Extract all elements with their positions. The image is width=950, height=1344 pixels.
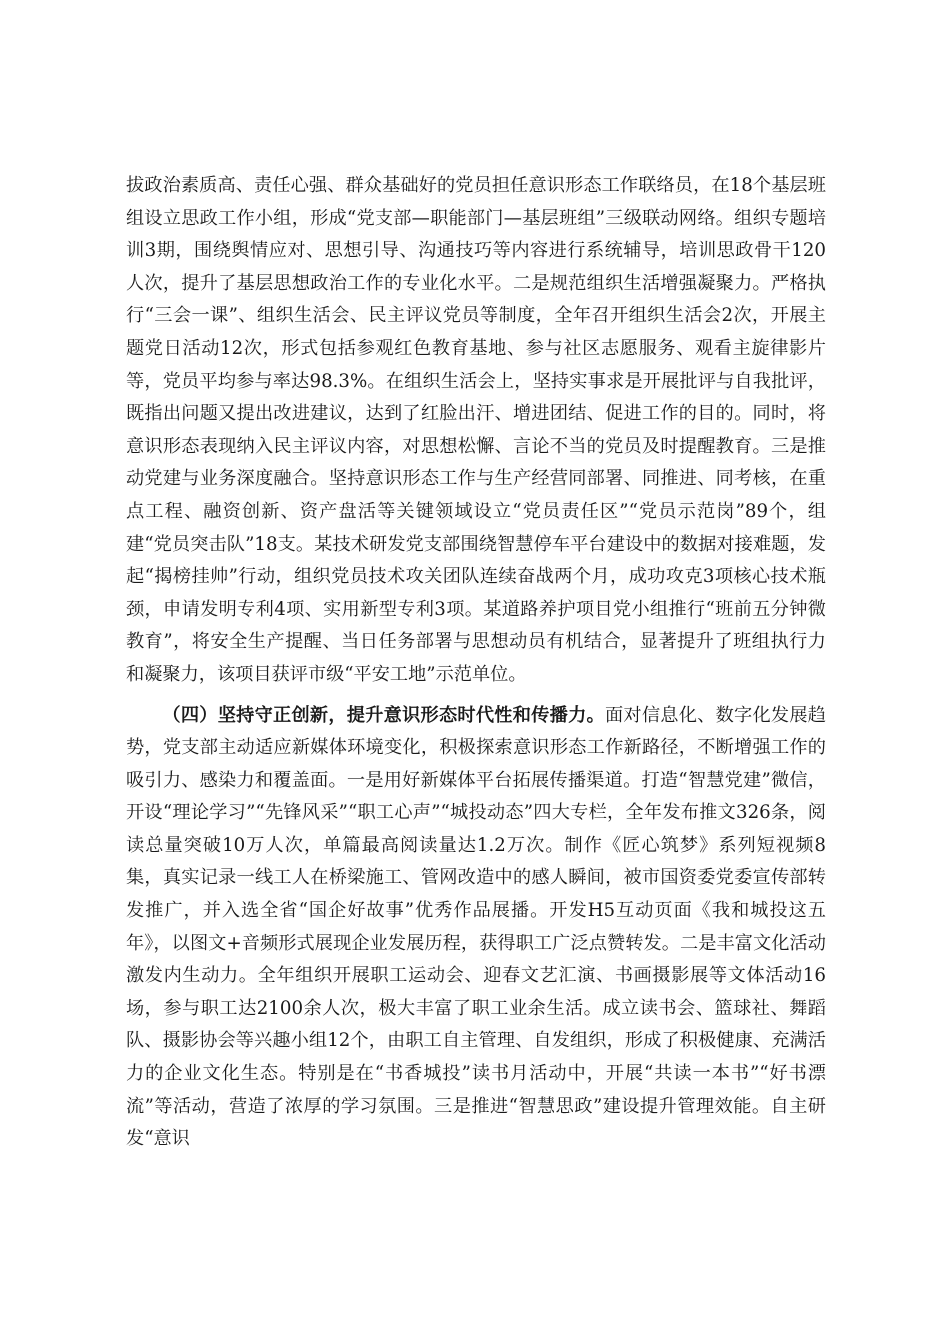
body-text xyxy=(126,170,826,1156)
paragraph-section-four xyxy=(126,700,826,1156)
section-body: 面对信息化、数字化发展趋势，党支部主动适应新媒体环境变化，积极探索意识形态工作新路径，不断增强工作的吸引力、感染力和覆盖面。一是用好新媒体平台拓展传播渠道。打造“智慧党建”微信，开设“理论学习”“先锋风采”“职工心声”“城投动态”四大专栏，全年发布推文326条，阅读总量突破10万人次，单篇最高阅读量达1.2万次。制作《匠心筑梦》系列短视频8集，真实记录一线工人在桥梁施工、管网改造中的感人瞬间，被市国资委党委宣传部转发推广，并入选全省“国企好故事”优秀作品展播。开发H5互动页面《我和城投这五年》，以图文+音频形式展现企业发展历程，获得职工广泛点赞转发。二是丰富文化活动激发内生动力。全年组织开展职工运动会、迎春文艺汇演、书画摄影展等文体活动16场，参与职工达2100余人次，极大丰富了职工业余生活。成立读书会、篮球社、舞蹈队、摄影协会等兴趣小组12个，由职工自主管理、自发组织，形成了积极健康、充满活力的企业文化生态。特别是在“书香城投”读书月活动中，开展“共读一本书”“好书漂流”等活动，营造了浓厚的学习氛围。三是推进“智慧思政”建设提升管理效能。自主研发“意识 xyxy=(126,704,826,1150)
section-heading: （四）坚持守正创新，提升意识形态时代性和传播力。 xyxy=(162,704,605,726)
paragraph-continuation: 拔政治素质高、责任心强、群众基础好的党员担任意识形态工作联络员，在18个基层班组设立思政工作小组，形成“党支部—职能部门—基层班组”三级联动网络。组织专题培训3期，围绕舆情应对、思想引导、沟通技巧等内容进行系统辅导，培训思政骨干120人次，提升了基层思想政治工作的专业化水平。二是规范组织生活增强凝聚力。严格执行“三会一课”、组织生活会、民主评议党员等制度，全年召开组织生活会2次，开展主题党日活动12次，形式包括参观红色教育基地、参与社区志愿服务、观看主旋律影片等，党员平均参与率达98.3%。在组织生活会上，坚持实事求是开展批评与自我批评，既指出问题又提出改进建议，达到了红脸出汗、增进团结、促进工作的目的。同时，将意识形态表现纳入民主评议内容，对思想松懈、言论不当的党员及时提醒教育。三是推动党建与业务深度融合。坚持意识形态工作与生产经营同部署、同推进、同考核，在重点工程、融资创新、资产盘活等关键领域设立“党员责任区”“党员示范岗”89个，组建“党员突击队”18支。某技术研发党支部围绕智慧停车平台建设中的数据对接难题，发起“揭榜挂帅”行动，组织党员技术攻关团队连续奋战两个月，成功攻克3项核心技术瓶颈，申请发明专利4项、实用新型专利3项。某道路养护项目党小组推行“班前五分钟微教育”，将安全生产提醒、当日任务部署与思想动员有机结合，显著提升了班组执行力和凝聚力，该项目获评市级“平安工地”示范单位。 xyxy=(126,175,826,685)
